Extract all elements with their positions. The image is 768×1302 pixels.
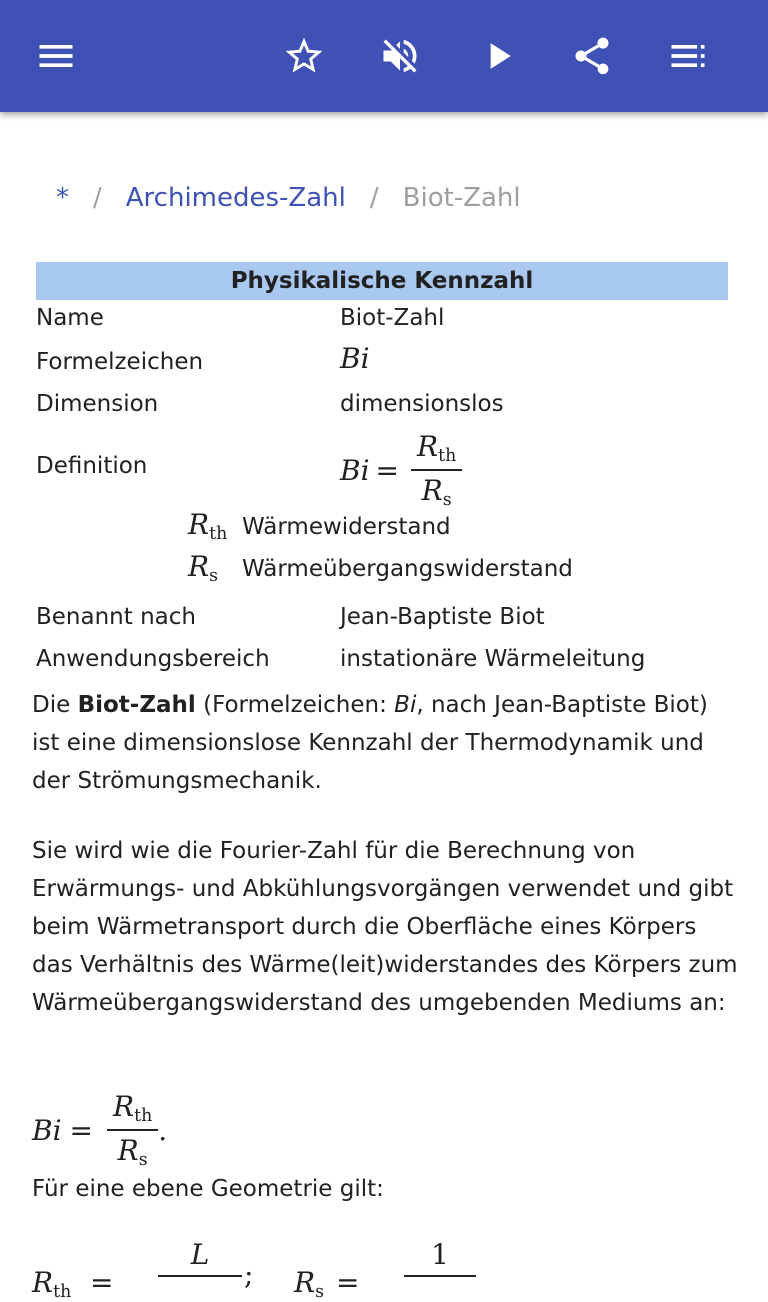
infobox-row-dimension: [36, 384, 728, 426]
infobox-label: Anwendungsbereich: [36, 646, 270, 672]
breadcrumb-current: Biot-Zahl: [402, 183, 521, 213]
infobox-row-application: [36, 638, 728, 680]
legend-row: [36, 550, 728, 596]
infobox: [36, 262, 728, 680]
infobox-row-name: [36, 300, 728, 342]
volume-off-icon[interactable]: [372, 28, 428, 84]
playlist-icon[interactable]: [660, 28, 716, 84]
legend-row: [36, 508, 728, 550]
infobox-label: Formelzeichen: [36, 349, 204, 375]
play-icon[interactable]: [470, 28, 526, 84]
app-bar: [0, 0, 768, 112]
infobox-label: Name: [36, 305, 104, 331]
infobox-value: Biot-Zahl: [340, 305, 445, 331]
infobox-row-definition: [36, 426, 728, 511]
legend-symbol: $R_s$: [188, 550, 219, 587]
infobox-value: dimensionslos: [340, 391, 504, 417]
legend-text: Wärmeübergangswiderstand: [242, 556, 573, 582]
infobox-row-named-after: [36, 596, 728, 638]
infobox-row-symbol: [36, 342, 728, 384]
breadcrumb-separator: /: [93, 183, 102, 213]
article-paragraph-3: Für eine ebene Geometrie gilt:: [32, 1176, 384, 1202]
star-icon[interactable]: [276, 28, 332, 84]
infobox-value: instationäre Wärmeleitung: [340, 646, 646, 672]
legend-symbol: $R_{th}$: [188, 508, 228, 545]
breadcrumb: [56, 178, 521, 218]
biot-formula: Bi = $\frac{R_{th}}{R_s}$ .: [32, 1090, 168, 1171]
infobox-value: Jean-Baptiste Biot: [340, 604, 545, 630]
definition-formula: Bi = $\frac{R_{th}}{R_s}$: [340, 430, 462, 510]
share-icon[interactable]: [564, 28, 620, 84]
plane-geometry-formula: $R_{th}$ = L ; $R_s$ = 1: [32, 1238, 742, 1280]
bold-term: Biot-Zahl: [77, 692, 196, 718]
italic-symbol: Bi: [394, 692, 417, 718]
article-paragraph-1: Die Biot-Zahl (Formelzeichen: Bi, nach Jean-Baptiste Biot) ist eine dimensionslose Kennzahl der Thermodynamik und der Strömungsmechanik.: [32, 692, 708, 794]
breadcrumb-separator: /: [369, 183, 379, 213]
article-paragraph-2: Sie wird wie die Fourier-Zahl für die Berechnung von Erwärmungs- und Abkühlungsvorgängen verwendet und gibt beim Wärmetransport durch die Oberfläche eines Körpers das Verhältnis des Wärme(leit)widerstandes des Körpers zum Wärmeübergangswiderstand des umgebenden Mediums an:: [32, 838, 738, 1016]
infobox-label: Benannt nach: [36, 604, 196, 630]
breadcrumb-parent[interactable]: Archimedes-Zahl: [125, 183, 346, 213]
menu-icon[interactable]: [28, 28, 84, 84]
infobox-title: Physikalische Kennzahl: [36, 262, 728, 300]
infobox-symbol-formula: Bi: [340, 342, 370, 375]
infobox-label: Definition: [36, 453, 148, 479]
infobox-label: Dimension: [36, 391, 159, 417]
breadcrumb-home[interactable]: *: [56, 183, 69, 213]
legend-text: Wärmewiderstand: [242, 514, 451, 540]
